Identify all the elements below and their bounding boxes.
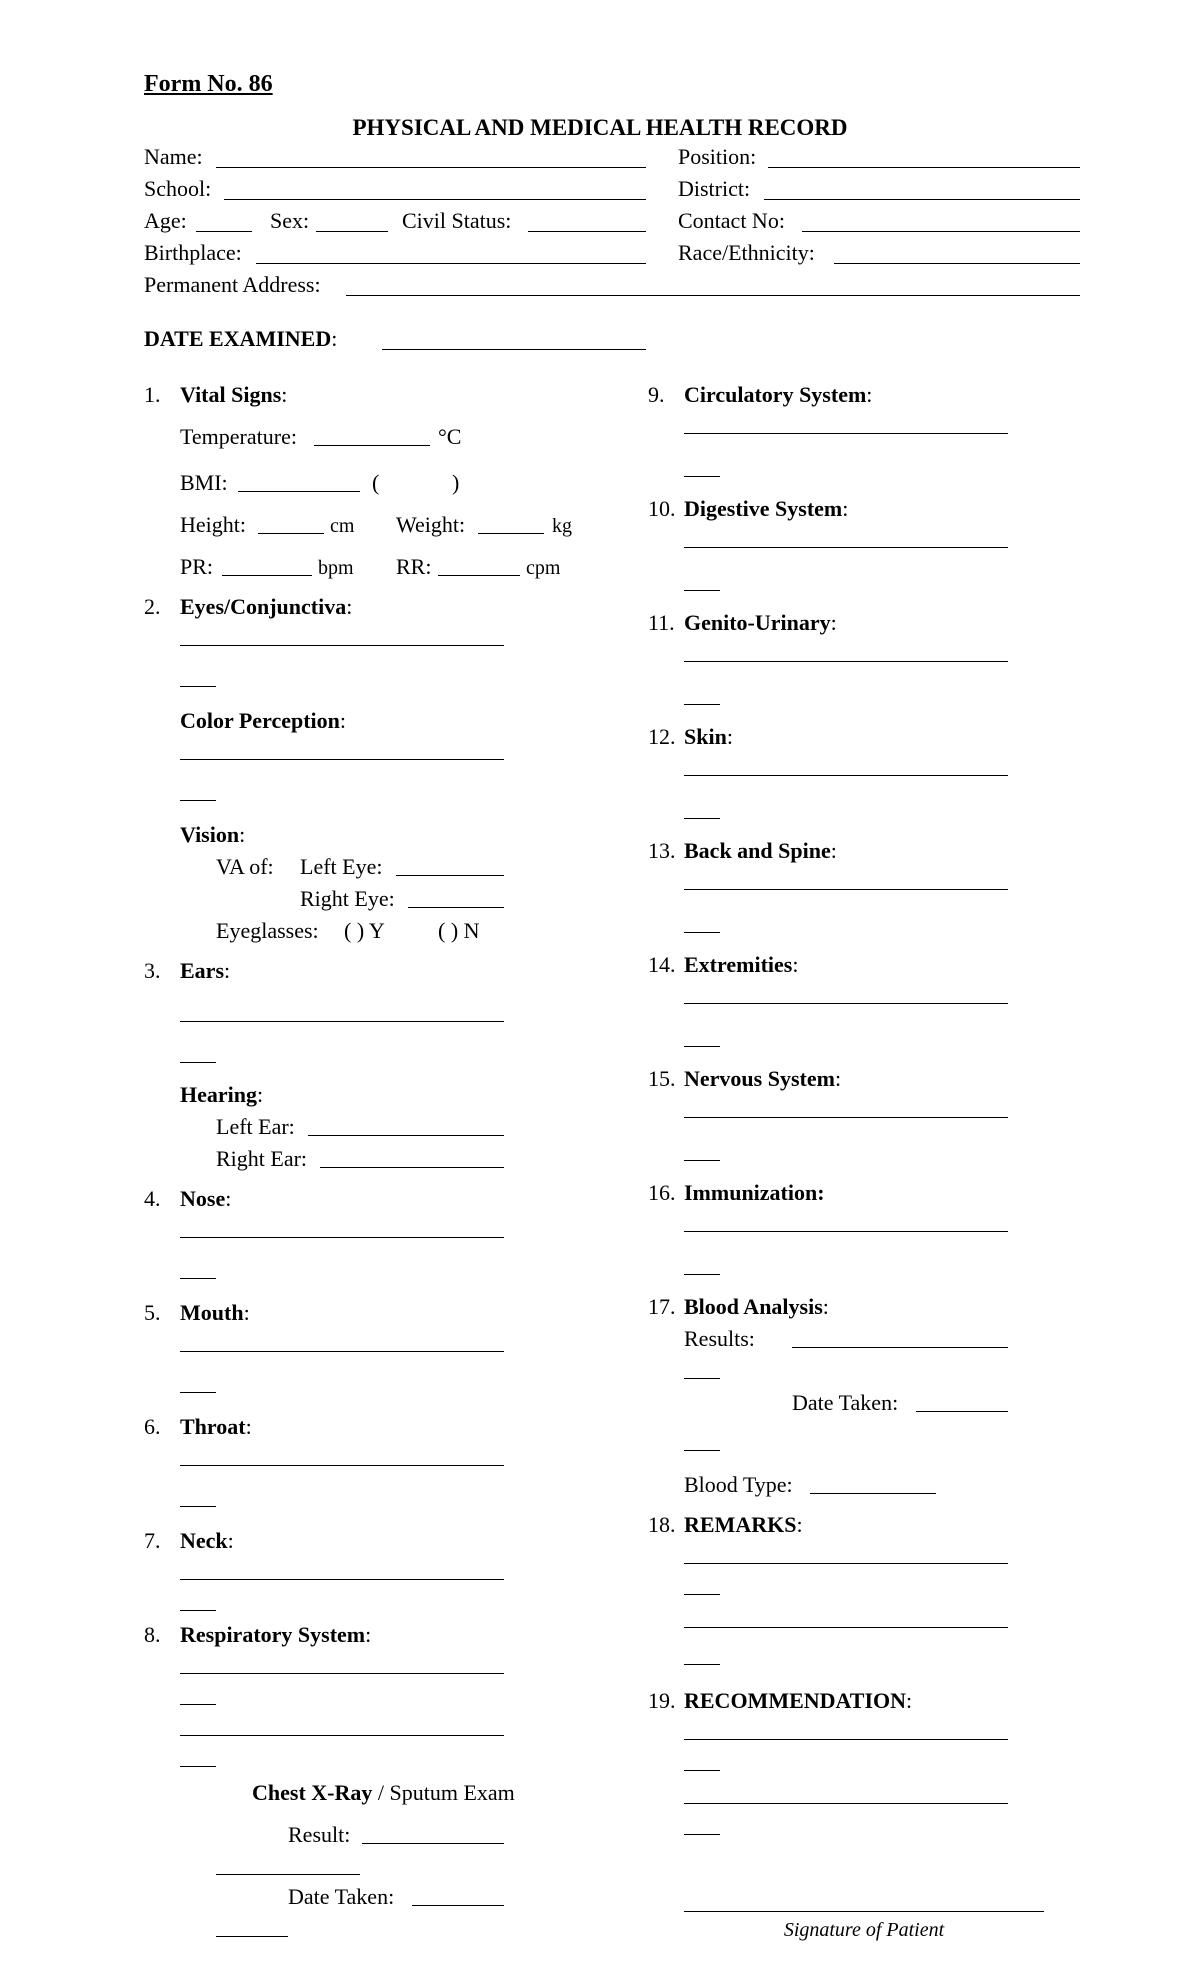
back-spine-field[interactable] [684, 866, 1008, 890]
neck-field[interactable] [180, 1556, 504, 1580]
item-number: 7. [144, 1528, 161, 1553]
vital-signs-heading: Vital Signs: [180, 382, 288, 407]
civil-status-field[interactable] [528, 208, 646, 232]
age-label: Age: [144, 208, 187, 233]
item-number: 3. [144, 958, 161, 983]
digestive-field[interactable] [684, 524, 1008, 548]
item-number: 9. [648, 382, 665, 407]
permanent-address-label: Permanent Address: [144, 272, 321, 297]
eyeglasses-label: Eyeglasses: [216, 918, 319, 943]
rr-label: RR: [396, 554, 432, 579]
answer-line [180, 1062, 216, 1063]
xray-date-taken-label: Date Taken: [288, 1884, 395, 1909]
answer-line [180, 686, 216, 687]
item-number: 6. [144, 1414, 161, 1439]
answer-line [180, 1704, 216, 1705]
form-number: Form No. 86 [144, 71, 273, 97]
left-eye-field[interactable] [396, 852, 504, 876]
answer-line [180, 1392, 216, 1393]
item-number: 8. [144, 1622, 161, 1647]
birthplace-field[interactable] [256, 240, 646, 264]
sex-label: Sex: [270, 208, 310, 233]
blood-type-label: Blood Type: [684, 1472, 793, 1497]
pr-label: PR: [180, 554, 214, 579]
answer-line [684, 818, 720, 819]
contact-no-label: Contact No: [678, 208, 785, 233]
pr-field[interactable] [222, 552, 312, 576]
throat-heading: Throat: [180, 1414, 252, 1439]
answer-line [180, 1506, 216, 1507]
blood-date-taken-label: Date Taken: [792, 1390, 899, 1415]
weight-label: Weight: [396, 512, 466, 537]
answer-line [684, 1664, 720, 1665]
item-number: 5. [144, 1300, 161, 1325]
race-field[interactable] [834, 240, 1080, 264]
answer-line [684, 1770, 720, 1771]
age-field[interactable] [196, 208, 252, 232]
answer-line [684, 590, 720, 591]
xray-result-field[interactable] [362, 1820, 504, 1844]
eyeglasses-no-option[interactable]: ( ) N [438, 918, 480, 943]
genito-urinary-field[interactable] [684, 638, 1008, 662]
item-number: 4. [144, 1186, 161, 1211]
respiratory-field-1[interactable] [180, 1650, 504, 1674]
vision-heading: Vision: [180, 822, 246, 847]
position-field[interactable] [768, 144, 1080, 168]
item-number: 16. [648, 1180, 676, 1205]
district-field[interactable] [764, 176, 1080, 200]
answer-line [684, 1160, 720, 1161]
right-eye-label: Right Eye: [300, 886, 395, 911]
color-perception-field[interactable] [180, 736, 504, 760]
item-number: 1. [144, 382, 161, 407]
temperature-field[interactable] [314, 422, 430, 446]
recommendation-field-2[interactable] [684, 1780, 1008, 1804]
permanent-address-field[interactable] [346, 272, 1080, 296]
bpm-unit: bpm [318, 557, 354, 579]
right-ear-label: Right Ear: [216, 1146, 308, 1171]
race-label: Race/Ethnicity: [678, 240, 815, 265]
neck-heading: Neck: [180, 1528, 234, 1553]
circulatory-heading: Circulatory System: [684, 382, 873, 407]
item-number: 12. [648, 724, 676, 749]
respiratory-heading: Respiratory System: [180, 1622, 372, 1647]
sex-field[interactable] [316, 208, 388, 232]
school-label: School: [144, 176, 212, 201]
contact-no-field[interactable] [802, 208, 1080, 232]
birthplace-label: Birthplace: [144, 240, 242, 265]
skin-field[interactable] [684, 752, 1008, 776]
item-number: 19. [648, 1688, 676, 1713]
nervous-heading: Nervous System: [684, 1066, 842, 1091]
district-label: District: [678, 176, 751, 201]
kg-unit: kg [552, 515, 572, 537]
immunization-field[interactable] [684, 1208, 1008, 1232]
hearing-heading: Hearing: [180, 1082, 264, 1107]
answer-line [684, 1450, 720, 1451]
signature-caption: Signature of Patient [783, 1919, 945, 1941]
answer-line [180, 1610, 216, 1611]
item-number: 15. [648, 1066, 676, 1091]
back-spine-heading: Back and Spine: [684, 838, 837, 863]
answer-line [684, 1834, 720, 1835]
right-ear-field[interactable] [320, 1144, 504, 1168]
left-ear-label: Left Ear: [216, 1114, 295, 1139]
color-perception-heading: Color Perception: [180, 708, 347, 733]
form-title: PHYSICAL AND MEDICAL HEALTH RECORD [352, 115, 848, 140]
temperature-label: Temperature: [180, 424, 297, 449]
paren-open: ( [372, 470, 380, 495]
remarks-field-2[interactable] [684, 1604, 1008, 1628]
item-number: 13. [648, 838, 676, 863]
eyes-heading: Eyes/Conjunctiva: [180, 594, 353, 619]
throat-field[interactable] [180, 1442, 504, 1466]
name-field[interactable] [216, 144, 646, 168]
signature-field[interactable] [684, 1888, 1044, 1912]
cm-unit: cm [330, 515, 355, 537]
nose-field[interactable] [180, 1214, 504, 1238]
answer-line [684, 1378, 720, 1379]
school-field[interactable] [224, 176, 646, 200]
xray-date-taken-field[interactable] [412, 1882, 504, 1906]
celsius-unit: °C [438, 424, 462, 449]
answer-line [180, 800, 216, 801]
chest-xray-heading: Chest X-Ray / Sputum Exam [252, 1780, 515, 1805]
respiratory-field-2[interactable] [180, 1712, 504, 1736]
item-number: 18. [648, 1512, 676, 1537]
eyes-field[interactable] [180, 622, 504, 646]
cpm-unit: cpm [526, 557, 561, 579]
answer-line [684, 476, 720, 477]
eyeglasses-yes-option[interactable]: ( ) Y [344, 918, 385, 943]
nose-heading: Nose: [180, 1186, 232, 1211]
ears-heading: Ears: [180, 958, 231, 983]
remarks-field-1[interactable] [684, 1540, 1008, 1564]
va-of-label: VA of: [216, 854, 274, 879]
digestive-heading: Digestive System: [684, 496, 849, 521]
item-number: 17. [648, 1294, 676, 1319]
left-ear-field[interactable] [308, 1112, 504, 1136]
date-examined-field[interactable] [382, 326, 646, 350]
answer-line [684, 1046, 720, 1047]
answer-line [684, 1274, 720, 1275]
height-label: Height: [180, 512, 246, 537]
recommendation-field-1[interactable] [684, 1716, 1008, 1740]
mouth-field[interactable] [180, 1328, 504, 1352]
ears-field[interactable] [180, 998, 504, 1022]
answer-line [684, 932, 720, 933]
answer-line [684, 704, 720, 705]
bmi-field[interactable] [238, 468, 360, 492]
blood-analysis-heading: Blood Analysis: [684, 1294, 829, 1319]
blood-results-label: Results: [684, 1326, 755, 1351]
genito-urinary-heading: Genito-Urinary: [684, 610, 837, 635]
paren-close: ) [452, 470, 460, 495]
item-number: 10. [648, 496, 676, 521]
remarks-heading: REMARKS: [684, 1512, 803, 1537]
xray-result-label: Result: [288, 1822, 351, 1847]
date-examined-label: DATE EXAMINED: [144, 326, 338, 351]
answer-line [216, 1874, 360, 1875]
item-number: 2. [144, 594, 161, 619]
mouth-heading: Mouth: [180, 1300, 250, 1325]
item-number: 14. [648, 952, 676, 977]
nervous-field[interactable] [684, 1094, 1008, 1118]
blood-results-field[interactable] [792, 1324, 1008, 1348]
left-eye-label: Left Eye: [300, 854, 383, 879]
answer-line [180, 1278, 216, 1279]
circulatory-field[interactable] [684, 410, 1008, 434]
blood-date-taken-field[interactable] [916, 1388, 1008, 1412]
height-field[interactable] [258, 510, 324, 534]
extremities-heading: Extremities: [684, 952, 799, 977]
right-eye-field[interactable] [408, 884, 504, 908]
skin-heading: Skin: [684, 724, 733, 749]
immunization-heading: Immunization: [684, 1180, 825, 1205]
answer-line [684, 1594, 720, 1595]
recommendation-heading: RECOMMENDATION: [684, 1688, 913, 1713]
weight-field[interactable] [478, 510, 544, 534]
rr-field[interactable] [438, 552, 520, 576]
name-label: Name: [144, 144, 203, 169]
blood-type-field[interactable] [810, 1470, 936, 1494]
bmi-label: BMI: [180, 470, 228, 495]
position-label: Position: [678, 144, 757, 169]
answer-line [216, 1936, 288, 1937]
answer-line [180, 1766, 216, 1767]
civil-status-label: Civil Status: [402, 208, 512, 233]
extremities-field[interactable] [684, 980, 1008, 1004]
item-number: 11. [648, 610, 675, 635]
